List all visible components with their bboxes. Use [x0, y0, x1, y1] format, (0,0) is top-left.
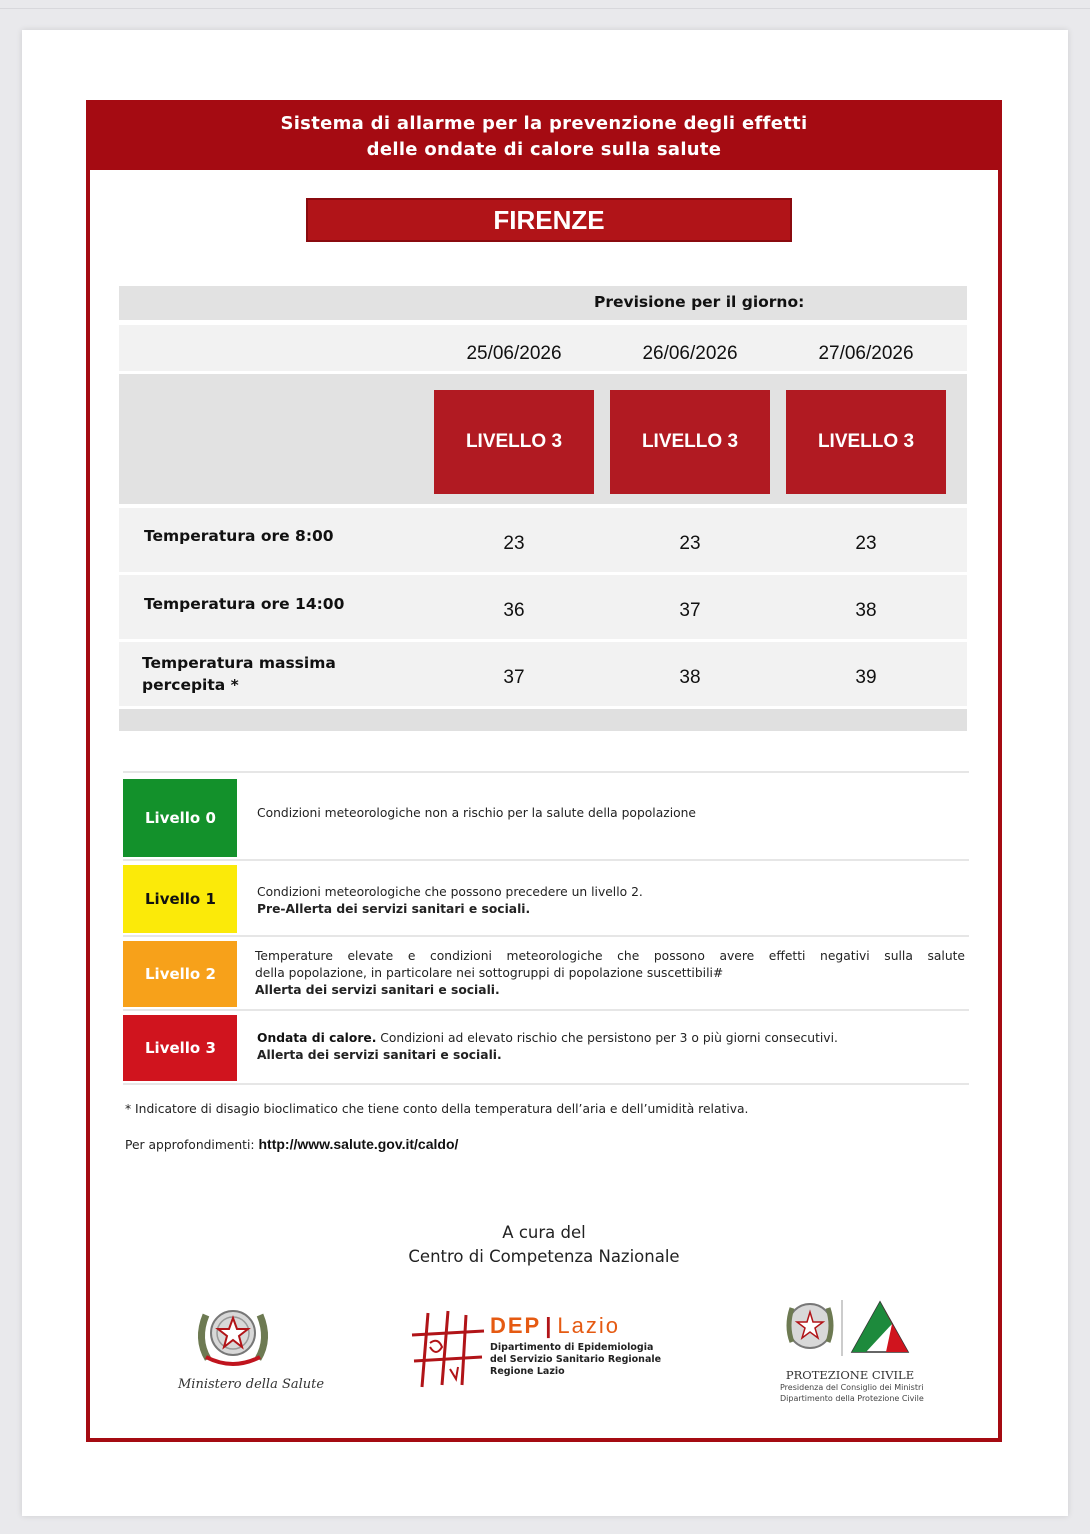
header-line-1: Sistema di allarme per la prevenzione degli effetti: [280, 113, 808, 134]
temperature-row-perceived: [119, 642, 967, 706]
temperature-value: 37: [503, 667, 525, 688]
more-info: [125, 1136, 458, 1152]
forecast-levels-row: [119, 374, 967, 504]
temperature-value: 38: [855, 600, 877, 621]
more-info-link[interactable]: http://www.salute.gov.it/caldo/: [258, 1136, 459, 1152]
forecast-date: 26/06/2026: [642, 343, 738, 364]
row-label: Temperatura ore 8:00: [144, 527, 334, 545]
legend-divider: [123, 935, 969, 937]
temperature-value: 23: [855, 533, 877, 554]
dep-logo-title: DEP | Lazio: [490, 1313, 620, 1338]
pc-logo-sub-line: Dipartimento della Protezione Civile: [780, 1394, 924, 1403]
legend-text-level-0: [257, 805, 963, 822]
legend-divider: [123, 859, 969, 861]
protezione-civile-emblem-icon: [780, 1296, 920, 1362]
temperature-value: 37: [679, 600, 701, 621]
legend-tag-level-0: Livello 0: [123, 779, 237, 857]
legend-divider: [123, 1083, 969, 1085]
italian-emblem-icon: [178, 1299, 288, 1371]
pc-logo-sub-line: Presidenza del Consiglio dei Ministri: [780, 1383, 924, 1392]
legend-divider: [123, 771, 969, 773]
legend-tag-level-1: Livello 1: [123, 865, 237, 933]
level-badge: LIVELLO 3: [434, 390, 594, 494]
credits-line-1: A cura del: [502, 1223, 586, 1242]
legend-alert-line: Pre-Allerta dei servizi sanitari e sociali.: [257, 902, 531, 916]
forecast-title: Previsione per il giorno:: [594, 293, 805, 311]
temperature-value: 36: [503, 600, 525, 621]
protezione-civile-logo: [780, 1296, 924, 1404]
credits-line-2: Centro di Competenza Nazionale: [408, 1247, 680, 1266]
pc-logo-title: PROTEZIONE CIVILE: [785, 1368, 915, 1382]
legend-description: Condizioni ad elevato rischio che persistono per 3 o più giorni consecutivi.: [376, 1031, 838, 1045]
legend-alert-line: Allerta dei servizi sanitari e sociali.: [255, 983, 500, 997]
legend-description-line: [257, 1030, 963, 1047]
dep-logo-subtitle: [490, 1342, 661, 1378]
legend-text-level-1: [257, 884, 963, 918]
level-badge: LIVELLO 3: [610, 390, 770, 494]
forecast-dates-row: [119, 325, 967, 371]
temperature-value: 23: [679, 533, 701, 554]
temperature-row-14: [119, 575, 967, 639]
temperature-value: 23: [503, 533, 525, 554]
dep-logo-sub-line: Regione Lazio: [490, 1366, 565, 1377]
temperature-value: 39: [855, 667, 877, 688]
legend-description: della popolazione, in particolare nei sottogruppi di popolazione suscettibili#: [255, 966, 724, 980]
legend-description: Condizioni meteorologiche che possono precedere un livello 2.: [257, 885, 643, 899]
temperature-value: 38: [679, 667, 701, 688]
more-info-label: Per approfondimenti:: [125, 1138, 255, 1152]
city-title: FIRENZE: [306, 198, 792, 242]
dep-logo-title-b: Lazio: [557, 1313, 620, 1338]
legend-text-level-3: [257, 1030, 963, 1064]
temperature-row-8: [119, 508, 967, 572]
legend-description: Condizioni meteorologiche non a rischio per la salute della popolazione: [257, 806, 696, 820]
row-label: Temperatura ore 14:00: [144, 595, 345, 613]
ministero-salute-logo: [178, 1299, 325, 1399]
dep-logo-sub-line: Dipartimento di Epidemiologia: [490, 1342, 654, 1353]
header-line-2: delle ondate di calore sulla salute: [366, 139, 722, 160]
legend-divider: [123, 1009, 969, 1011]
level-badge: LIVELLO 3: [786, 390, 946, 494]
row-label-line: Temperatura massima: [142, 654, 336, 672]
dep-lazio-logo: [410, 1309, 670, 1399]
pc-logo-subtitle: [780, 1382, 924, 1404]
dep-logo-title-a: DEP: [490, 1313, 542, 1338]
bulletin-header: [90, 104, 998, 170]
legend-description-line: Temperature elevate e condizioni meteorologiche che possono avere effetti negativi sulla salute: [255, 949, 965, 963]
bulletin-frame: [86, 100, 1002, 1442]
legend-tag-level-2: Livello 2: [123, 941, 237, 1007]
table-footer-band: [119, 709, 967, 731]
dep-grid-icon: [410, 1309, 486, 1389]
dep-logo-sub-line: del Servizio Sanitario Regionale: [490, 1354, 662, 1365]
legend-alert-line: Allerta dei servizi sanitari e sociali.: [257, 1048, 502, 1062]
legend-text-level-2: [255, 948, 965, 999]
row-label-line: percepita *: [142, 676, 239, 694]
row-label: [142, 652, 336, 696]
forecast-date: 27/06/2026: [818, 343, 914, 364]
forecast-date: 25/06/2026: [466, 343, 562, 364]
footnote: * Indicatore di disagio bioclimatico che tiene conto della temperatura dell’aria e dell’umidità relativa.: [125, 1102, 749, 1116]
ministero-logo-text: Ministero della Salute: [178, 1377, 325, 1392]
legend-bold-lead: Ondata di calore.: [257, 1031, 377, 1045]
window-top-border: [0, 8, 1090, 9]
forecast-title-row: [119, 286, 967, 320]
legend-tag-level-3: Livello 3: [123, 1015, 237, 1081]
